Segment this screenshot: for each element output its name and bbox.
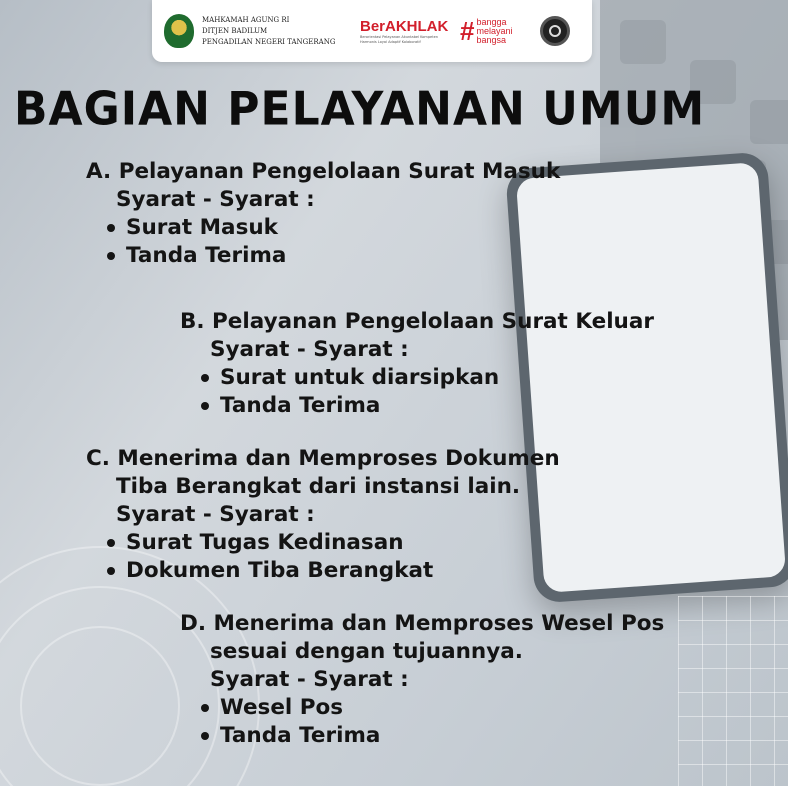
org-line: DITJEN BADILUM (202, 26, 268, 35)
requirement-item: Tanda Terima (200, 392, 654, 420)
contour-line-decoration (20, 626, 180, 786)
bangga-line: melayani (476, 25, 513, 36)
section-heading: A. Pelayanan Pengelolaan Surat Masuk (86, 159, 561, 184)
org-line: PENGADILAN NEGERI TANGERANG (202, 37, 336, 46)
berakhlak-logo (360, 18, 452, 45)
requirement-item: Tanda Terima (106, 242, 560, 270)
requirements-label: Syarat - Syarat : (116, 187, 315, 212)
section-heading: B. Pelayanan Pengelolaan Surat Keluar (180, 309, 654, 334)
header-logo-bar (152, 0, 592, 62)
section-a (86, 158, 560, 270)
grid-decoration (678, 596, 788, 786)
requirement-item: Surat Tugas Kedinasan (106, 529, 560, 557)
bangga-line: bangga (476, 16, 507, 27)
requirement-item: Wesel Pos (200, 694, 664, 722)
hashtag-symbol: # (460, 16, 475, 46)
requirements-list (180, 694, 664, 750)
section-b (180, 308, 654, 420)
bangga-line: bangsa (476, 34, 506, 45)
page-title: BAGIAN PELAYANAN UMUM (14, 82, 706, 137)
requirements-list (86, 214, 560, 270)
section-c (86, 445, 560, 585)
org-line: MAHKAMAH AGUNG RI (202, 15, 290, 24)
requirement-item: Surat Masuk (106, 214, 560, 242)
section-subheading: Tiba Berangkat dari instansi lain. (116, 474, 521, 499)
requirements-label: Syarat - Syarat : (116, 502, 315, 527)
section-subheading: sesuai dengan tujuannya. (210, 639, 523, 664)
bangga-words (476, 18, 512, 45)
requirement-item: Tanda Terima (200, 722, 664, 750)
requirements-list (86, 529, 560, 585)
mahkamah-agung-logo-icon (164, 14, 194, 48)
section-d (180, 610, 664, 750)
berakhlak-tagline: Berorientasi Pelayanan Akuntabel Kompeten Harmonis Loyal Adaptif Kolaboratif (360, 34, 438, 44)
berakhlak-title: BerAKHLAK (360, 17, 449, 35)
requirements-label: Syarat - Syarat : (210, 667, 409, 692)
section-heading: C. Menerima dan Memproses Dokumen (86, 446, 560, 471)
requirement-item: Surat untuk diarsipkan (200, 364, 654, 392)
organization-name (202, 15, 352, 48)
section-heading: D. Menerima dan Memproses Wesel Pos (180, 611, 665, 636)
requirement-item: Dokumen Tiba Berangkat (106, 557, 560, 585)
bangga-melayani-bangsa-logo (460, 18, 526, 45)
seal-icon (540, 16, 570, 46)
requirements-list (180, 364, 654, 420)
requirements-label: Syarat - Syarat : (210, 337, 409, 362)
